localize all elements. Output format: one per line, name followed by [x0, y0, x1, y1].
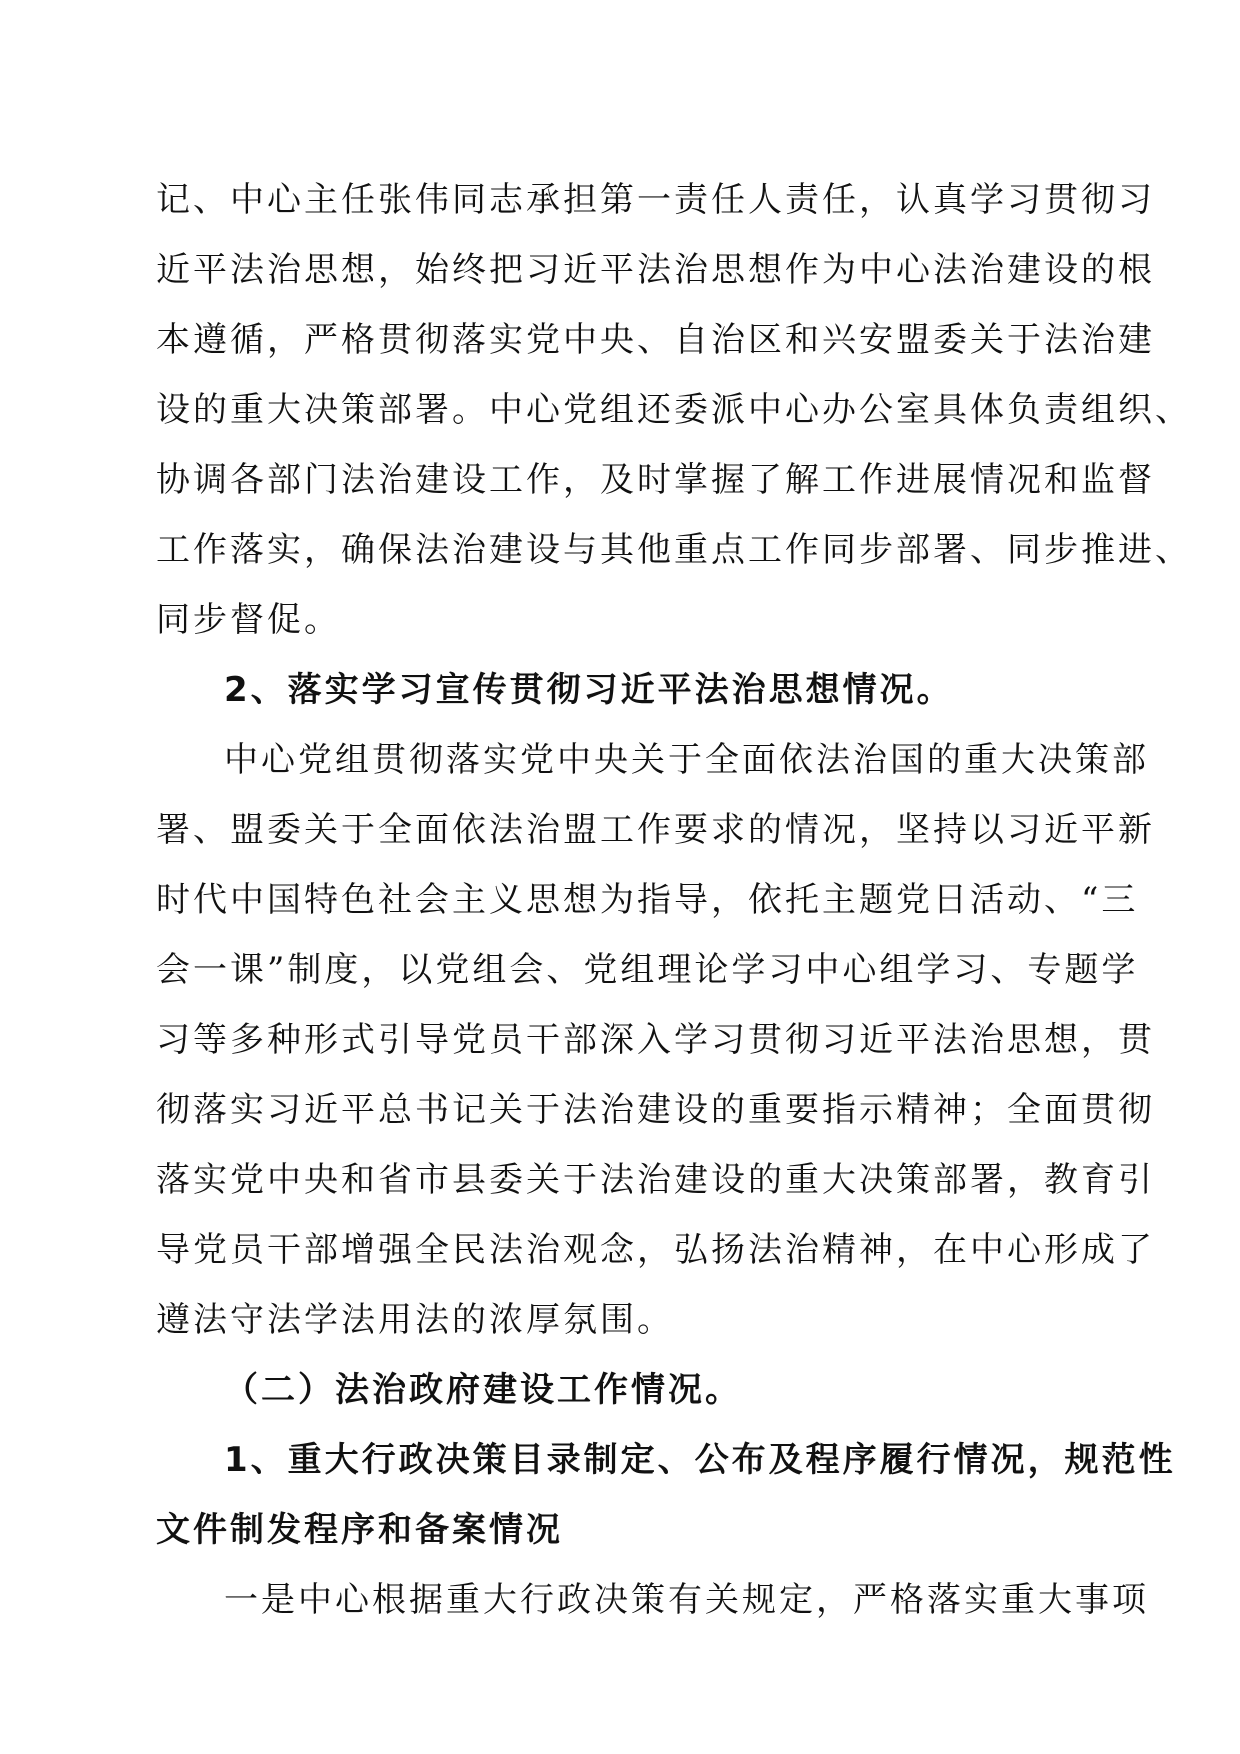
body-text-line: 同步督促。 [156, 600, 341, 640]
body-text-line: 导党员干部增强全民法治观念，弘扬法治精神，在中心形成了 [156, 1230, 1155, 1270]
body-text-line: 记、中心主任张伟同志承担第一责任人责任，认真学习贯彻习 [156, 180, 1155, 220]
body-text-line: 近平法治思想，始终把习近平法治思想作为中心法治建设的根 [156, 250, 1155, 290]
body-text-line: 本遵循，严格贯彻落实党中央、自治区和兴安盟委关于法治建 [156, 320, 1155, 360]
section-heading: 2、落实学习宣传贯彻习近平法治思想情况。 [224, 670, 954, 710]
body-text-line: 工作落实，确保法治建设与其他重点工作同步部署、同步推进、 [156, 530, 1192, 570]
body-text-line: 习等多种形式引导党员干部深入学习贯彻习近平法治思想，贯 [156, 1020, 1155, 1060]
body-text-line: 中心党组贯彻落实党中央关于全面依法治国的重大决策部 [224, 740, 1149, 780]
section-heading: （二）法治政府建设工作情况。 [224, 1370, 742, 1410]
body-text-line: 一是中心根据重大行政决策有关规定，严格落实重大事项 [224, 1580, 1149, 1620]
body-text-line: 会一课”制度，以党组会、党组理论学习中心组学习、专题学 [156, 950, 1139, 990]
body-text-line: 署、盟委关于全面依法治盟工作要求的情况，坚持以习近平新 [156, 810, 1155, 850]
body-text-line: 设的重大决策部署。中心党组还委派中心办公室具体负责组织、 [156, 390, 1192, 430]
body-text-line: 遵法守法学法用法的浓厚氛围。 [156, 1300, 674, 1340]
body-text-line: 落实党中央和省市县委关于法治建设的重大决策部署，教育引 [156, 1160, 1155, 1200]
body-text-line: 协调各部门法治建设工作，及时掌握了解工作进展情况和监督 [156, 460, 1155, 500]
section-heading: 文件制发程序和备案情况 [156, 1510, 563, 1550]
body-text-line: 时代中国特色社会主义思想为指导，依托主题党日活动、“三 [156, 880, 1139, 920]
section-heading: 1、重大行政决策目录制定、公布及程序履行情况，规范性 [224, 1440, 1176, 1480]
body-text-line: 彻落实习近平总书记关于法治建设的重要指示精神；全面贯彻 [156, 1090, 1155, 1130]
